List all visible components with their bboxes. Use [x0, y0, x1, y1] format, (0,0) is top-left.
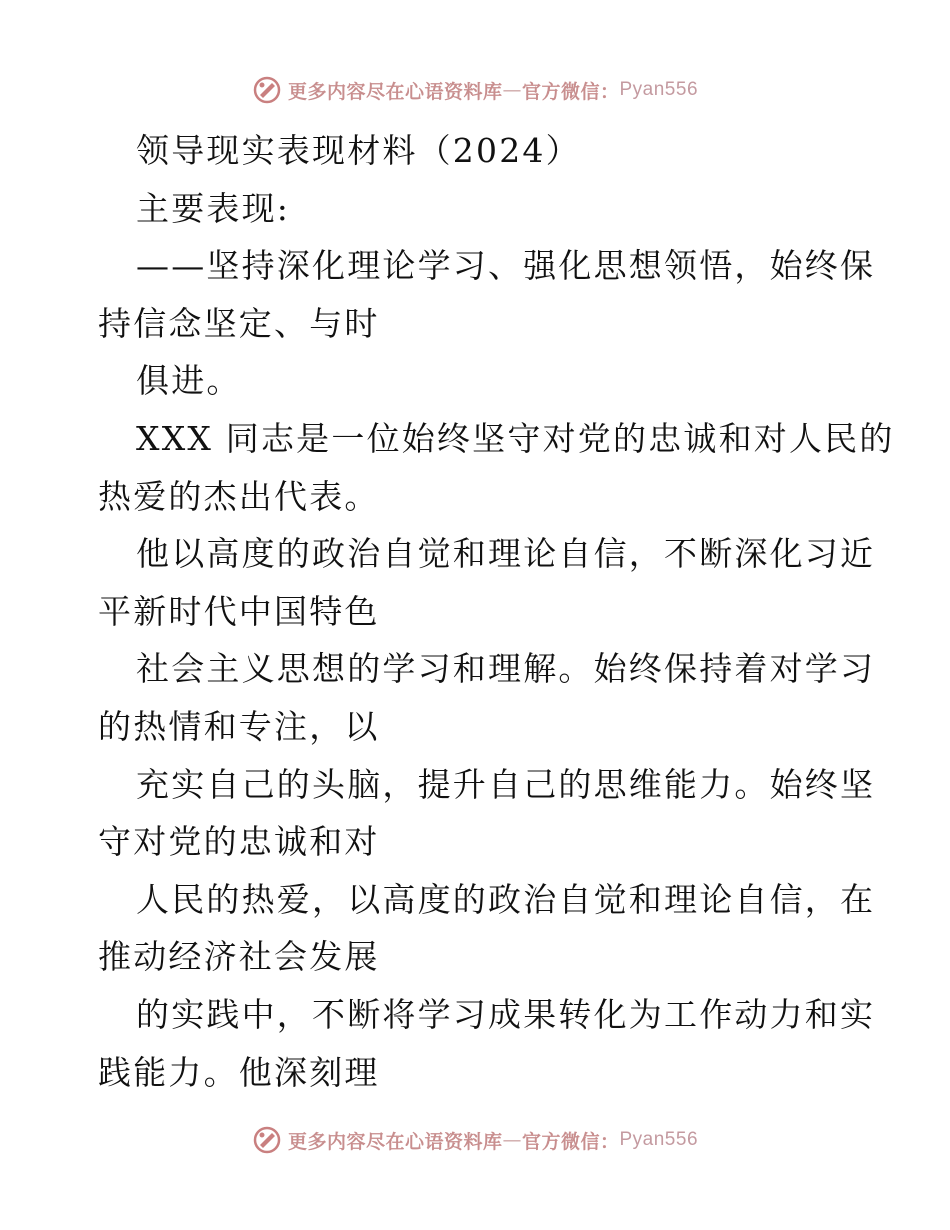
- watermark-text: 更多内容尽在心语资料库: [287, 80, 503, 103]
- watermark-footer: [0, 1120, 950, 1160]
- text-line: 的实践中，不断将学习成果转化为工作动力和实: [136, 994, 876, 1034]
- text-line: 他以高度的政治自觉和理论自信，不断深化习近: [136, 534, 876, 574]
- text-line: 人民的热爱，以高度的政治自觉和理论自信，在: [136, 879, 876, 919]
- text-line: 守对党的忠诚和对: [98, 822, 380, 862]
- watermark-wechat-id: Pyan556: [619, 79, 699, 100]
- watermark-header: [0, 70, 950, 110]
- watermark-separator: —: [502, 1129, 522, 1151]
- text-line: 充实自己的头脑，提升自己的思维能力。始终坚: [136, 764, 876, 804]
- text-line: 社会主义思想的学习和理解。始终保持着对学习: [136, 649, 876, 689]
- text-line: 践能力。他深刻理: [98, 1052, 380, 1092]
- text-line: 平新时代中国特色: [98, 591, 380, 631]
- text-line: 推动经济社会发展: [98, 937, 380, 977]
- watermark-separator: —: [502, 79, 522, 101]
- watermark-text: 更多内容尽在心语资料库: [287, 1130, 503, 1153]
- watermark-wechat-label: 官方微信：: [521, 1130, 620, 1153]
- logo-icon: [252, 1125, 282, 1155]
- document-body: [98, 122, 895, 1101]
- text-line: 俱进。: [136, 361, 242, 401]
- document-title: 领导现实表现材料（2024）: [136, 131, 581, 170]
- logo-icon: [252, 75, 282, 105]
- text-line: 的热情和专注，以: [98, 706, 380, 746]
- text-line: XXX 同志是一位始终坚守对党的忠诚和对人民的: [136, 418, 895, 458]
- section-heading: 主要表现:: [136, 188, 291, 228]
- text-line: 热爱的杰出代表。: [98, 476, 380, 516]
- text-line: ——坚持深化理论学习、强化思想领悟，始终保: [136, 246, 876, 286]
- watermark-wechat-label: 官方微信：: [521, 80, 620, 103]
- watermark-wechat-id: Pyan556: [619, 1129, 699, 1150]
- text-line: 持信念坚定、与时: [98, 303, 380, 343]
